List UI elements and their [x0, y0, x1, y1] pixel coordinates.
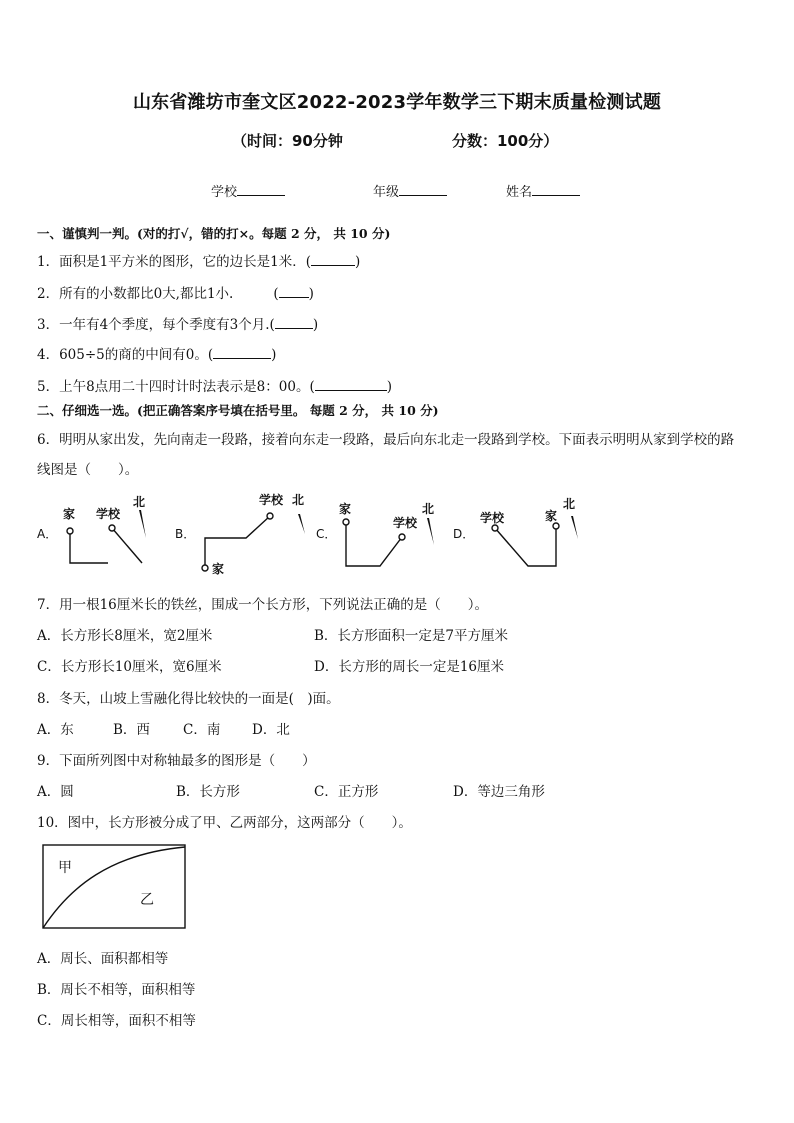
option-c-label: C． — [316, 527, 337, 541]
time-label: （时间：90分钟 — [232, 132, 343, 150]
question-6-line2: 线图是（ ）。 — [37, 462, 139, 478]
page-title: 山东省潍坊市奎文区2022-2023学年数学三下期末质量检测试题 — [132, 92, 662, 113]
q8-option-b: B．西 — [113, 722, 150, 738]
score-label: 分数：100分） — [452, 132, 559, 150]
q10-option-c: C．周长相等，面积不相等 — [37, 1013, 196, 1029]
option-d-label: D． — [453, 527, 475, 541]
q8-option-a: A．东 — [37, 722, 74, 738]
q7-option-a: A．长方形长8厘米，宽2厘米 — [37, 628, 213, 644]
label-school-b: 学校 — [259, 493, 284, 507]
q10-option-b: B．周长不相等，面积相等 — [37, 982, 196, 998]
north-arrow-icon — [571, 516, 578, 539]
q9-option-a: A．圆 — [37, 784, 74, 800]
label-school-d: 学校 — [480, 511, 505, 525]
region-jia-label: 甲 — [58, 860, 72, 876]
option-b-label: B． — [175, 527, 196, 541]
question-8: 8．冬天，山坡上雪融化得比较快的一面是( )面。 — [37, 691, 340, 707]
question-1: 1．面积是1平方米的图形，它的边长是1米．( ) — [37, 254, 361, 270]
q10-option-a: A．周长、面积都相等 — [37, 951, 169, 967]
label-north-b: 北 — [292, 493, 305, 507]
question-4: 4．605÷5的商的中间有0。( ) — [37, 347, 277, 363]
north-arrow-icon — [298, 514, 305, 534]
q8-option-c: C．南 — [183, 722, 221, 738]
section-2-heading: 二、仔细选一选。(把正确答案序号填在括号里。 每题 2 分， 共 10 分) — [37, 403, 439, 418]
q9-option-c: C．正方形 — [314, 784, 379, 800]
north-arrow-icon — [427, 518, 434, 545]
label-school-a: 学校 — [96, 507, 121, 521]
question-7: 7．用一根16厘米长的铁丝，围成一个长方形，下列说法正确的是（ ）。 — [37, 597, 489, 613]
q7-option-d: D．长方形的周长一定是16厘米 — [314, 659, 505, 675]
north-arrow-icon — [139, 510, 146, 538]
question-2: 2．所有的小数都比0大,都比1小. ( ) — [37, 286, 314, 302]
question-9: 9．下面所列图中对称轴最多的图形是（ ） — [37, 753, 316, 769]
label-home-b: 家 — [212, 562, 225, 576]
label-home-c: 家 — [339, 502, 352, 516]
label-north-a: 北 — [133, 495, 146, 509]
grade-field: 年级 — [373, 181, 447, 200]
region-yi-label: 乙 — [140, 892, 154, 908]
question-3: 3．一年有4个季度，每个季度有3个月.( ) — [37, 317, 319, 333]
option-a-label: A． — [37, 527, 58, 541]
label-home-d: 家 — [545, 509, 558, 523]
q6-route-diagrams — [0, 488, 794, 580]
question-5: 5．上午8点用二十四时计时法表示是8：00。( ) — [37, 379, 392, 395]
label-home-a: 家 — [63, 507, 76, 521]
q8-option-d: D．北 — [252, 722, 290, 738]
label-north-d: 北 — [563, 497, 576, 511]
section-1-heading: 一、谨慎判一判。(对的打√，错的打×。每题 2 分， 共 10 分) — [37, 226, 391, 241]
q7-option-b: B．长方形面积一定是7平方厘米 — [314, 628, 509, 644]
q9-option-d: D．等边三角形 — [453, 784, 545, 800]
q9-option-b: B．长方形 — [176, 784, 240, 800]
q7-option-c: C．长方形长10厘米，宽6厘米 — [37, 659, 222, 675]
q10-rectangle-figure — [40, 842, 190, 932]
label-school-c: 学校 — [393, 516, 418, 530]
school-field: 学校 — [211, 181, 285, 200]
question-6-line1: 6．明明从家出发，先向南走一段路，接着向东走一段路，最后向东北走一段路到学校。下面表示明明从家到学校的路 — [37, 432, 735, 448]
question-10: 10．图中，长方形被分成了甲、乙两部分，这两部分（ ）。 — [37, 815, 412, 831]
label-north-c: 北 — [422, 502, 435, 516]
name-field: 姓名 — [506, 181, 580, 200]
